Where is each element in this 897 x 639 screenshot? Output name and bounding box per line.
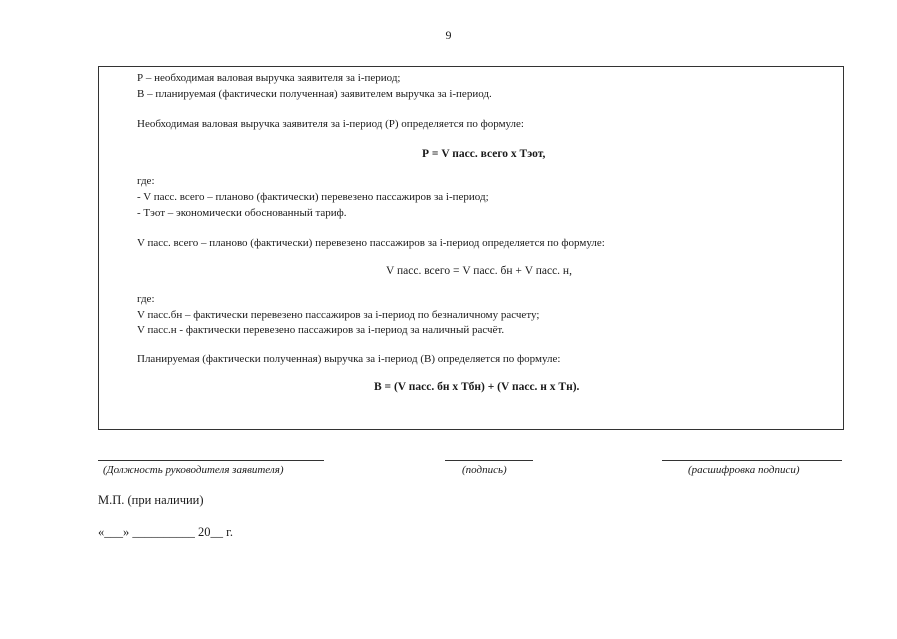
date-line[interactable]: «___» __________ 20__ г. — [98, 525, 233, 539]
position-caption: (Должность руководителя заявителя) — [103, 464, 284, 476]
formula-v: V пасс. всего = V пасс. бн + V пасс. н, — [386, 265, 572, 277]
where-item-cash: V пасс.н - фактически перевезено пассажиров за i-период за наличный расчёт. — [137, 324, 505, 336]
page-number: 9 — [445, 28, 452, 42]
p-formula-intro: Необходимая валовая выручка заявителя за i-период (Р) определяется по формуле: — [137, 118, 524, 130]
signature-caption: (подпись) — [462, 464, 507, 476]
signature-line[interactable] — [445, 460, 533, 461]
decoding-signature-line[interactable] — [662, 460, 842, 461]
formula-box — [98, 66, 844, 430]
where-item-cashless: V пасс.бн – фактически перевезено пассажиров за i-период по безналичному расчету; — [137, 309, 540, 321]
formula-b: В = (V пасс. бн х Тбн) + (V пасс. н х Тн). — [374, 381, 580, 393]
where-label-1: где: — [137, 175, 155, 187]
v-formula-intro: V пасс. всего – планово (фактически) перевезено пассажиров за i-период определяется по формуле: — [137, 237, 605, 249]
definition-b: В – планируемая (фактически полученная) заявителем выручка за i-период. — [137, 88, 492, 100]
where-label-2: где: — [137, 293, 155, 305]
where-item-v-total: - V пасс. всего – планово (фактически) перевезено пассажиров за i-период; — [137, 191, 489, 203]
definition-p: Р – необходимая валовая выручка заявителя за i-период; — [137, 72, 401, 84]
where-item-tariff: - Тэот – экономически обоснованный тариф. — [137, 207, 347, 219]
position-signature-line[interactable] — [98, 460, 324, 461]
decoding-caption: (расшифровка подписи) — [688, 464, 800, 476]
stamp-label: М.П. (при наличии) — [98, 493, 204, 507]
formula-p: Р = V пасс. всего х Тэот, — [422, 148, 546, 160]
b-formula-intro: Планируемая (фактически полученная) выручка за i-период (В) определяется по формуле: — [137, 353, 561, 365]
